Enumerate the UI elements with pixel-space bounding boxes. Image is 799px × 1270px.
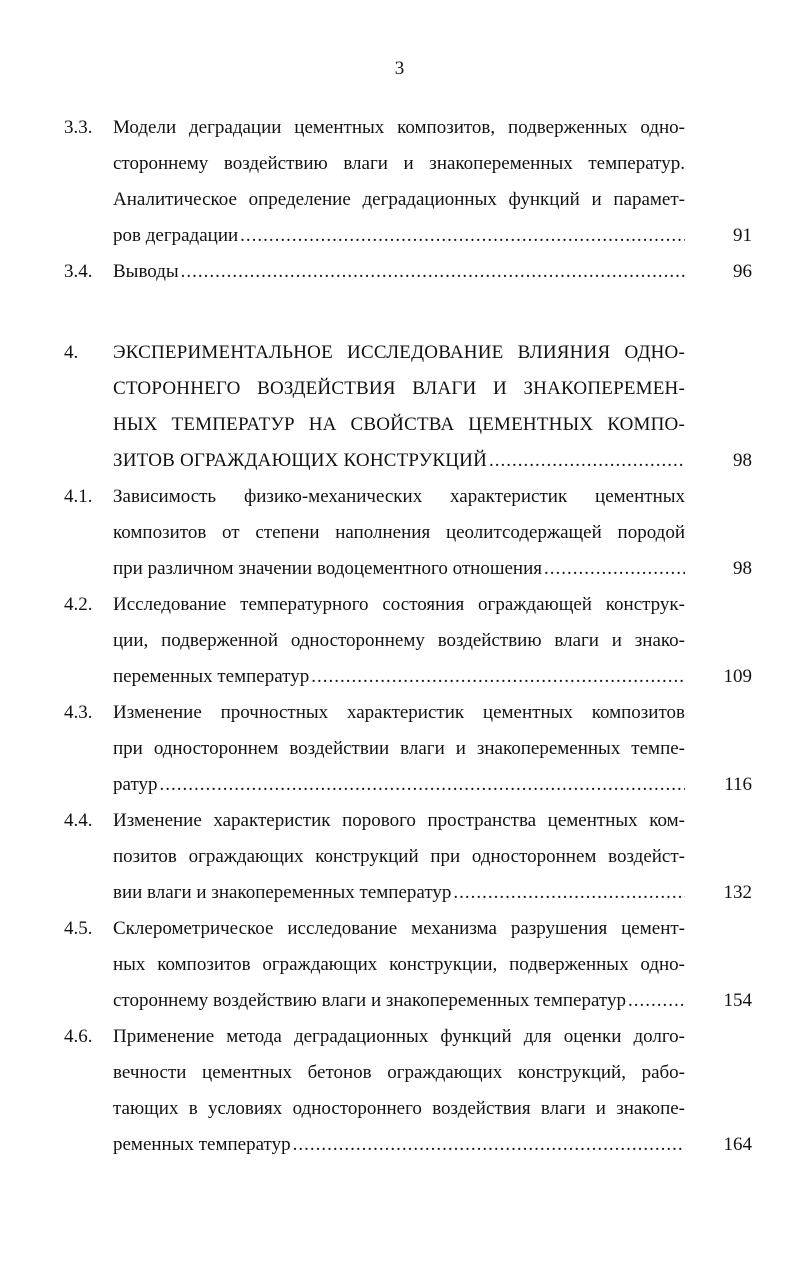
toc-entry-4-3 (0, 695, 799, 803)
toc-line: вии влаги и знакопеременных температур (113, 882, 452, 903)
page-number: 3 (394, 58, 405, 79)
toc-entry-page: 96 (733, 261, 752, 282)
leader-dots (311, 659, 685, 695)
toc-entry-title (113, 479, 685, 587)
toc-entry-number: 4. (64, 342, 79, 363)
toc-entry-title (113, 1019, 685, 1163)
toc-line: стороннему воздействию влаги и знакопеременных температур. (113, 153, 685, 174)
toc-entry-number: 4.3. (64, 702, 93, 723)
toc-entry-title (113, 335, 685, 479)
toc-entry-page: 98 (733, 450, 752, 471)
toc-line: переменных температур (113, 666, 310, 687)
toc-line: ЗИТОВ ОГРАЖДАЮЩИХ КОНСТРУКЦИЙ (113, 450, 487, 471)
toc-entry-title (113, 254, 685, 290)
toc-entry-number: 4.6. (64, 1026, 93, 1047)
toc-entry-number: 3.4. (64, 261, 93, 282)
toc-entry-4 (0, 335, 799, 479)
toc-entry-title (113, 587, 685, 695)
toc-line: СТОРОННЕГО ВОЗДЕЙСТВИЯ ВЛАГИ И ЗНАКОПЕРЕМЕН- (113, 378, 685, 399)
toc-line: ЭКСПЕРИМЕНТАЛЬНОЕ ИССЛЕДОВАНИЕ ВЛИЯНИЯ ОДНО- (113, 342, 685, 363)
toc-entry-title (113, 803, 685, 911)
toc-entry-4-5 (0, 911, 799, 1019)
leader-dots (160, 767, 686, 803)
toc-line: Модели деградации цементных композитов, подверженных одно- (113, 117, 685, 138)
toc-line: Изменение характеристик порового пространства цементных ком- (113, 810, 685, 831)
toc-entry-page: 91 (733, 225, 752, 246)
toc-entry-4-4 (0, 803, 799, 911)
toc-line: Применение метода деградационных функций для оценки долго- (113, 1026, 685, 1047)
leader-dots (293, 1127, 685, 1163)
toc-line: ратур (113, 774, 158, 795)
table-of-contents (0, 110, 799, 1163)
toc-entry-number: 4.5. (64, 918, 93, 939)
toc-entry-title (113, 110, 685, 254)
toc-entry-page: 98 (733, 558, 752, 579)
toc-line: стороннему воздействию влаги и знакопеременных температур (113, 990, 626, 1011)
toc-entry-number: 4.4. (64, 810, 93, 831)
toc-entry-title (113, 695, 685, 803)
toc-entry-page: 154 (723, 990, 752, 1011)
leader-dots (628, 983, 685, 1019)
toc-line: композитов от степени наполнения цеолитсодержащей породой (113, 522, 685, 543)
toc-line: ров деградации (113, 225, 239, 246)
toc-entry-number: 3.3. (64, 117, 93, 138)
toc-entry-4-2 (0, 587, 799, 695)
toc-line: Исследование температурного состояния ограждающей конструк- (113, 594, 685, 615)
toc-line: ных композитов ограждающих конструкции, подверженных одно- (113, 954, 685, 975)
toc-entry-page: 109 (723, 666, 752, 687)
toc-line: тающих в условиях одностороннего воздействия влаги и знакопе- (113, 1098, 685, 1119)
leader-dots (544, 551, 685, 587)
leader-dots (489, 443, 685, 479)
toc-line: Зависимость физико-механических характеристик цементных (113, 486, 685, 507)
toc-entry-page: 132 (723, 882, 752, 903)
toc-entry-number: 4.2. (64, 594, 93, 615)
toc-entry-title (113, 911, 685, 1019)
toc-line: ременных температур (113, 1134, 291, 1155)
toc-line: ции, подверженной одностороннему воздействию влаги и знако- (113, 630, 685, 651)
toc-line: вечности цементных бетонов ограждающих конструкций, рабо- (113, 1062, 685, 1083)
leader-dots (453, 875, 685, 911)
toc-line: позитов ограждающих конструкций при одностороннем воздейст- (113, 846, 685, 867)
toc-entry-4-1 (0, 479, 799, 587)
leader-dots (240, 218, 685, 254)
toc-line: Изменение прочностных характеристик цементных композитов (113, 702, 685, 723)
toc-line: Аналитическое определение деградационных функций и парамет- (113, 189, 685, 210)
toc-line: при одностороннем воздействии влаги и знакопеременных темпе- (113, 738, 685, 759)
leader-dots (181, 254, 685, 290)
toc-line: при различном значении водоцементного отношения (113, 558, 542, 579)
toc-line: Выводы (113, 261, 179, 282)
toc-line: Склерометрическое исследование механизма разрушения цемент- (113, 918, 685, 939)
toc-entry-page: 116 (724, 774, 752, 795)
toc-entry-3-3 (0, 110, 799, 254)
toc-line: НЫХ ТЕМПЕРАТУР НА СВОЙСТВА ЦЕМЕНТНЫХ КОМПО- (113, 414, 685, 435)
toc-entry-page: 164 (723, 1134, 752, 1155)
toc-entry-4-6 (0, 1019, 799, 1163)
toc-entry-number: 4.1. (64, 486, 93, 507)
toc-entry-3-4 (0, 254, 799, 290)
